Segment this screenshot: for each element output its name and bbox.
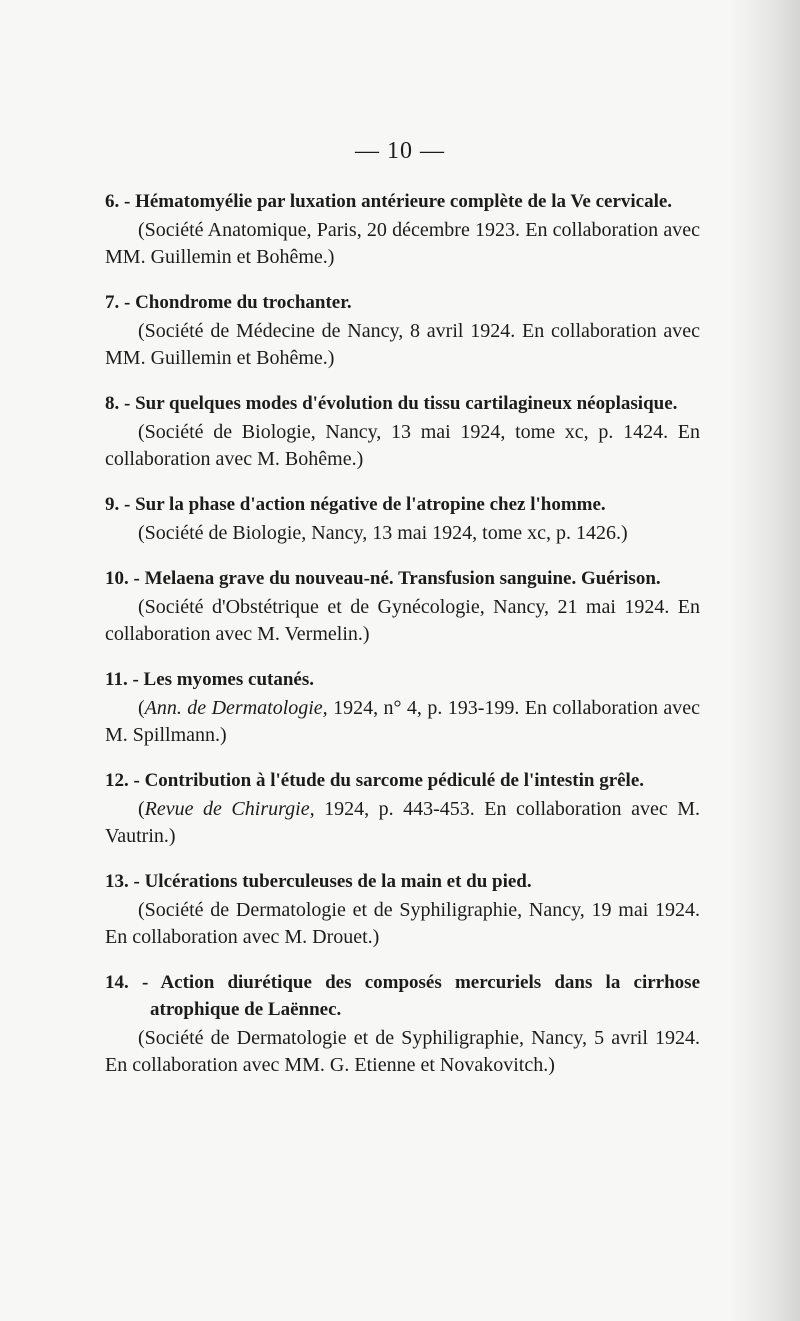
list-item xyxy=(105,565,700,648)
entry-citation: (Société de Dermatologie et de Syphiligraphie, Nancy, 19 mai 1924. En collaboration avec M. Drouet.) xyxy=(105,899,700,948)
list-item xyxy=(105,767,700,850)
entry-citation: (Société de Dermatologie et de Syphiligraphie, Nancy, 5 avril 1924. En collaboration avec MM. G. Etienne et Novakovitch.) xyxy=(105,1027,700,1076)
citation-detail: 1924, n° 4, p. 193-199. En collaboration avec M. Spillmann.) xyxy=(105,697,701,746)
entry-number: 8. - xyxy=(105,393,131,414)
list-item xyxy=(105,868,700,951)
list-item xyxy=(105,289,700,372)
entry-number: 13. - xyxy=(105,871,140,892)
entry-title-text: Hématomyélie par luxation antérieure complète de la Ve cervicale. xyxy=(135,191,673,212)
list-item xyxy=(105,491,700,547)
journal-name: Revue de Chirurgie, xyxy=(144,798,315,820)
entry-title-text: Contribution à l'étude du sarcome pédiculé de l'intestin grêle. xyxy=(144,770,645,791)
entry-citation: (Revue de Chirurgie, 1924, p. 443-453. En collaboration avec M. Vautrin.) xyxy=(105,798,701,847)
entry-title-text: Chondrome du trochanter. xyxy=(135,292,352,313)
entry-title xyxy=(105,491,700,518)
citation-detail: 1924, p. 443-453. En collaboration avec M. Vautrin.) xyxy=(105,798,701,847)
entry-title xyxy=(105,969,700,1023)
entry-number: 9. - xyxy=(105,494,131,515)
entry-number: 10. - xyxy=(105,568,140,589)
entry-title-text: Melaena grave du nouveau-né. Transfusion sanguine. Guérison. xyxy=(144,568,661,589)
entry-citation: (Société de Biologie, Nancy, 13 mai 1924, tome xc, p. 1424. En collaboration avec M. Bohême.) xyxy=(105,421,700,470)
entry-title xyxy=(105,868,700,895)
entry-title xyxy=(105,565,700,592)
entry-title xyxy=(105,188,700,215)
entry-title-text: Sur la phase d'action négative de l'atropine chez l'homme. xyxy=(135,494,606,515)
entry-citation: (Ann. de Dermatologie, 1924, n° 4, p. 193-199. En collaboration avec M. Spillmann.) xyxy=(105,697,701,746)
list-item xyxy=(105,666,700,749)
entry-title-text: Les myomes cutanés. xyxy=(143,669,314,690)
entry-citation: (Société Anatomique, Paris, 20 décembre 1923. En collaboration avec MM. Guillemin et Bohême.) xyxy=(105,219,700,268)
list-item xyxy=(105,188,700,271)
entry-citation: (Société d'Obstétrique et de Gynécologie, Nancy, 21 mai 1924. En collaboration avec M. Vermelin.) xyxy=(105,596,700,645)
entry-title xyxy=(105,767,700,794)
entry-title xyxy=(105,666,700,693)
entry-citation: (Société de Biologie, Nancy, 13 mai 1924, tome xc, p. 1426.) xyxy=(138,522,628,544)
entry-title-text: Ulcérations tuberculeuses de la main et du pied. xyxy=(144,871,532,892)
page-number: — 10 — xyxy=(355,138,445,164)
list-item xyxy=(105,390,700,473)
list-item xyxy=(105,969,700,1079)
entry-citation: (Société de Médecine de Nancy, 8 avril 1924. En collaboration avec MM. Guillemin et Bohême.) xyxy=(105,320,700,369)
entry-number: 7. - xyxy=(105,292,131,313)
journal-name: Ann. de Dermatologie, xyxy=(144,697,328,719)
entry-number: 6. - xyxy=(105,191,131,212)
page-edge-shadow xyxy=(730,0,800,1321)
entry-title xyxy=(105,289,700,316)
publication-list xyxy=(105,188,700,1097)
entry-title xyxy=(105,390,700,417)
entry-title-text: Sur quelques modes d'évolution du tissu cartilagineux néoplasique. xyxy=(135,393,678,414)
entry-number: 12. - xyxy=(105,770,140,791)
entry-number: 11. - xyxy=(105,669,139,690)
entry-title-text: Action diurétique des composés mercuriels dans la cirrhose atrophique de Laënnec. xyxy=(150,972,701,1020)
entry-number: 14. - xyxy=(105,972,149,993)
